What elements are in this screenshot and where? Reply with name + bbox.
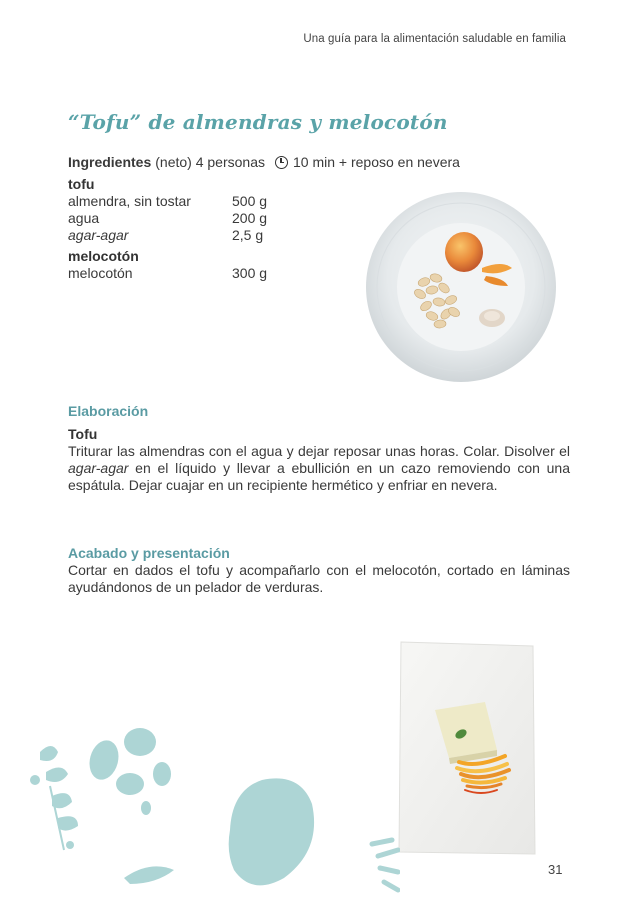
final-dish-photo bbox=[397, 640, 537, 858]
elaboracion-text-part: Triturar las almendras con el agua y dejar reposar unas horas. Colar. Disolver el bbox=[68, 443, 570, 459]
ingredient-row bbox=[68, 210, 292, 227]
ingredients-plate-photo bbox=[364, 190, 559, 385]
ingredient-row bbox=[68, 193, 292, 210]
ingredients-label: Ingredientes bbox=[68, 154, 152, 170]
acabado-text: Cortar en dados el tofu y acompañarlo con el melocotón, cortado en láminas ayudándonos de un pelador de verduras. bbox=[68, 562, 570, 595]
agar-agar-term: agar-agar bbox=[68, 460, 129, 476]
ingredient-qty: 200 g bbox=[232, 210, 268, 226]
prep-time: 10 min + reposo en nevera bbox=[292, 154, 460, 170]
ingredient-row bbox=[68, 227, 292, 244]
recipe-title: “Tofu” de almendras y melocotón bbox=[68, 110, 448, 134]
group-title: tofu bbox=[68, 176, 95, 192]
ingredient-qty: 300 g bbox=[232, 265, 268, 281]
ingredient-name: melocotón bbox=[68, 265, 133, 281]
ingredients-list bbox=[68, 176, 292, 282]
ingredient-name: agua bbox=[68, 210, 100, 226]
elaboracion-heading: Elaboración bbox=[68, 403, 149, 419]
ingredient-qty: 500 g bbox=[232, 193, 268, 209]
acabado-heading: Acabado y presentación bbox=[68, 545, 230, 561]
decorative-leaves bbox=[0, 700, 400, 906]
ingredients-note: (neto) 4 personas bbox=[155, 154, 265, 170]
running-header: Una guía para la alimentación saludable en familia bbox=[303, 33, 566, 45]
clock-icon bbox=[275, 156, 288, 169]
ingredient-name: almendra, sin tostar bbox=[68, 193, 191, 209]
ingredient-row bbox=[68, 265, 292, 282]
elaboracion-text-part: en el líquido y llevar a ebullición en un cazo removiendo con una espátula. Dejar cuajar en un recipiente hermético y enfriar en nevera. bbox=[68, 460, 570, 493]
ingredient-name: agar-agar bbox=[68, 227, 129, 243]
ingredients-line bbox=[68, 154, 460, 170]
ingredient-qty: 2,5 g bbox=[232, 227, 264, 243]
tofu-subheading: Tofu bbox=[68, 426, 98, 442]
page-number: 31 bbox=[548, 862, 563, 877]
group-title: melocotón bbox=[68, 248, 139, 264]
elaboracion-text bbox=[68, 443, 570, 494]
